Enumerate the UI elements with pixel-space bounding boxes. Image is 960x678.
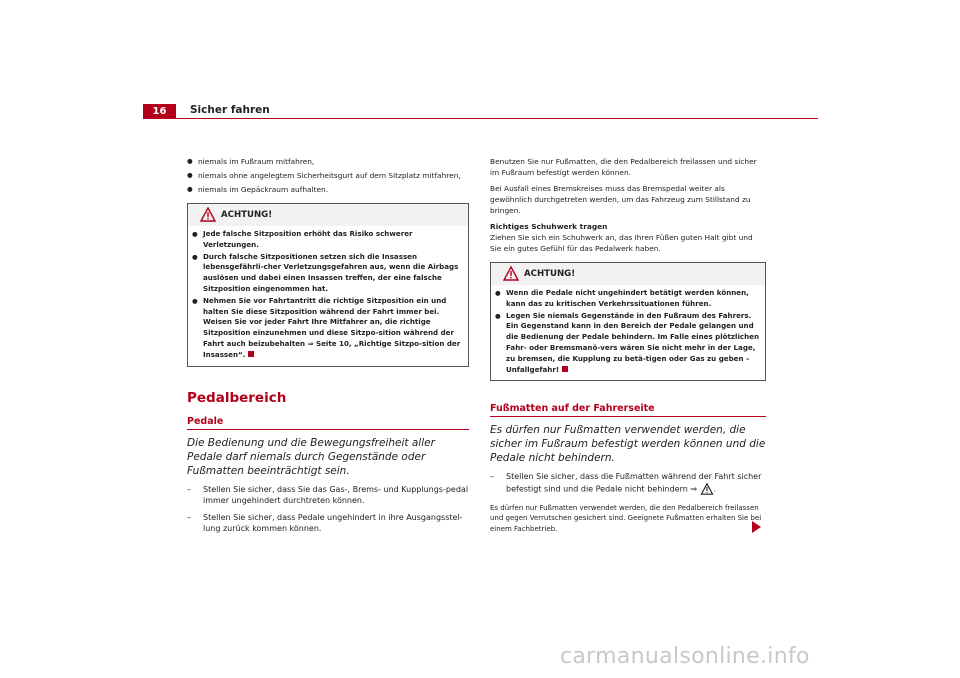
warning-body — [491, 285, 765, 380]
list-item: ● niemals im Gepäckraum aufhalten. — [187, 184, 469, 195]
end-of-section-icon — [562, 366, 568, 372]
lead-text: Die Bedienung und die Bewegungsfreiheit aller Pedale darf niemals durch Gegenstände oder Fußmatten beeinträchtigt sein. — [187, 436, 435, 477]
list-item: ● niemals ohne angelegtem Sicherheitsgurt auf dem Sitzplatz mitfahren, — [187, 170, 469, 181]
paragraph: Bei Ausfall eines Bremskreises muss das Bremspedal weiter als gewöhnlich durchgetreten werden, um das Fahrzeug zum Stillstand zu bringen. — [490, 184, 751, 215]
warning-item: ● Durch falsche Sitzpositionen setzen sich die Insassen lebensgefährli-cher Verletzungsgefahren aus, wenn die Airbags auslösen und dabei einen Insassen treffen, der eine falsche Sitzposition eingenommen hat. — [192, 252, 464, 295]
warning-body — [188, 226, 468, 366]
note-text: Es dürfen nur Fußmatten verwendet werden, die den Pedalbereich freilassen und gegen Verrutschen gesichert sind. Geeignete Fußmatten erhalten Sie bei einem Fachbetrieb. — [490, 503, 762, 533]
subsection-title: Pedale — [187, 416, 469, 430]
instruction-step: – Stellen Sie sicher, dass die Fußmatten während der Fahrt sicher befestigt sind und die Pedale nicht behindern ⇒ . — [490, 471, 766, 494]
lead-text: Es dürfen nur Fußmatten verwendet werden, die sicher im Fußraum befestigt werden können und die Pedale nicht behindern. — [490, 424, 766, 465]
instruction-step: – Stellen Sie sicher, dass Sie das Gas-, Brems- und Kupplungs-pedal immer ungehindert durchtreten können. — [187, 484, 469, 506]
page-number: 16 — [143, 104, 176, 119]
paragraph: Ziehen Sie sich ein Schuhwerk an, das Ihren Füßen guten Halt gibt und Sie ein gutes Gefühl für das Pedalwerk haben. — [490, 233, 753, 253]
watermark: carmanualsonline.info — [560, 644, 810, 669]
header-divider — [176, 118, 818, 119]
instruction-step: – Stellen Sie sicher, dass Pedale ungehindert in ihre Ausgangsstel-lung zurück kommen können. — [187, 512, 469, 534]
end-of-section-icon — [248, 351, 254, 357]
subsection-title: Fußmatten auf der Fahrerseite — [490, 403, 766, 417]
warning-box — [187, 203, 469, 367]
warning-item: ● Jede falsche Sitzposition erhöht das Risiko schwerer Verletzungen. — [192, 229, 464, 251]
right-column — [490, 156, 766, 534]
page-header-title: Sicher fahren — [190, 104, 270, 116]
section-title: Pedalbereich — [187, 389, 287, 406]
warning-item-text: Legen Sie niemals Gegenstände in den Fußraum des Fahrers. Ein Gegenstand kann in den Bereich der Pedale gelangen und die Bedienung der Pedale behindern. Im Falle eines plötzlichen Fahr- oder Bremsmanö-vers wären Sie nicht mehr in der Lage, zu bremsen, die Kupplung zu betä-tigen oder Gas zu geben – Unfallgefahr! — [506, 310, 760, 374]
warning-item — [192, 296, 464, 361]
warning-header — [491, 263, 765, 285]
warning-item: ● Wenn die Pedale nicht ungehindert betätigt werden können, kann das zu kritischen Verkehrssituationen führen. — [495, 288, 761, 310]
left-column — [187, 156, 469, 534]
warning-header — [188, 204, 468, 226]
paragraph: Benutzen Sie nur Fußmatten, die den Pedalbereich freilassen und sicher im Fußraum befestigt werden können. — [490, 157, 757, 177]
warning-box — [490, 262, 766, 381]
warning-item — [495, 311, 761, 376]
next-page-arrow-icon — [752, 521, 761, 533]
list-item: ● niemals im Fußraum mitfahren, — [187, 156, 469, 167]
warning-title: ACHTUNG! — [221, 210, 273, 220]
instruction-step-text: Stellen Sie sicher, dass die Fußmatten während der Fahrt sicher befestigt sind und die Pedale nicht behindern ⇒ — [506, 472, 762, 494]
warning-triangle-icon — [200, 207, 216, 222]
warning-triangle-icon — [700, 483, 714, 495]
warning-title: ACHTUNG! — [524, 269, 576, 279]
paragraph-title: Richtiges Schuhwerk tragen — [490, 222, 608, 231]
warning-item-text: Nehmen Sie vor Fahrtantritt die richtige Sitzposition ein und halten Sie diese Sitzposition während der Fahrt immer bei. Weisen Sie vor jeder Fahrt Ihre Mitfahrer an, die richtige Sitzposition einzunehmen und diese Sitzpo-sition während der Fahrt auch beizubehalten ⇒ Seite 10, „Richtige Sitzpo-sition der Insassen“. — [203, 295, 461, 359]
warning-triangle-icon — [503, 266, 519, 281]
